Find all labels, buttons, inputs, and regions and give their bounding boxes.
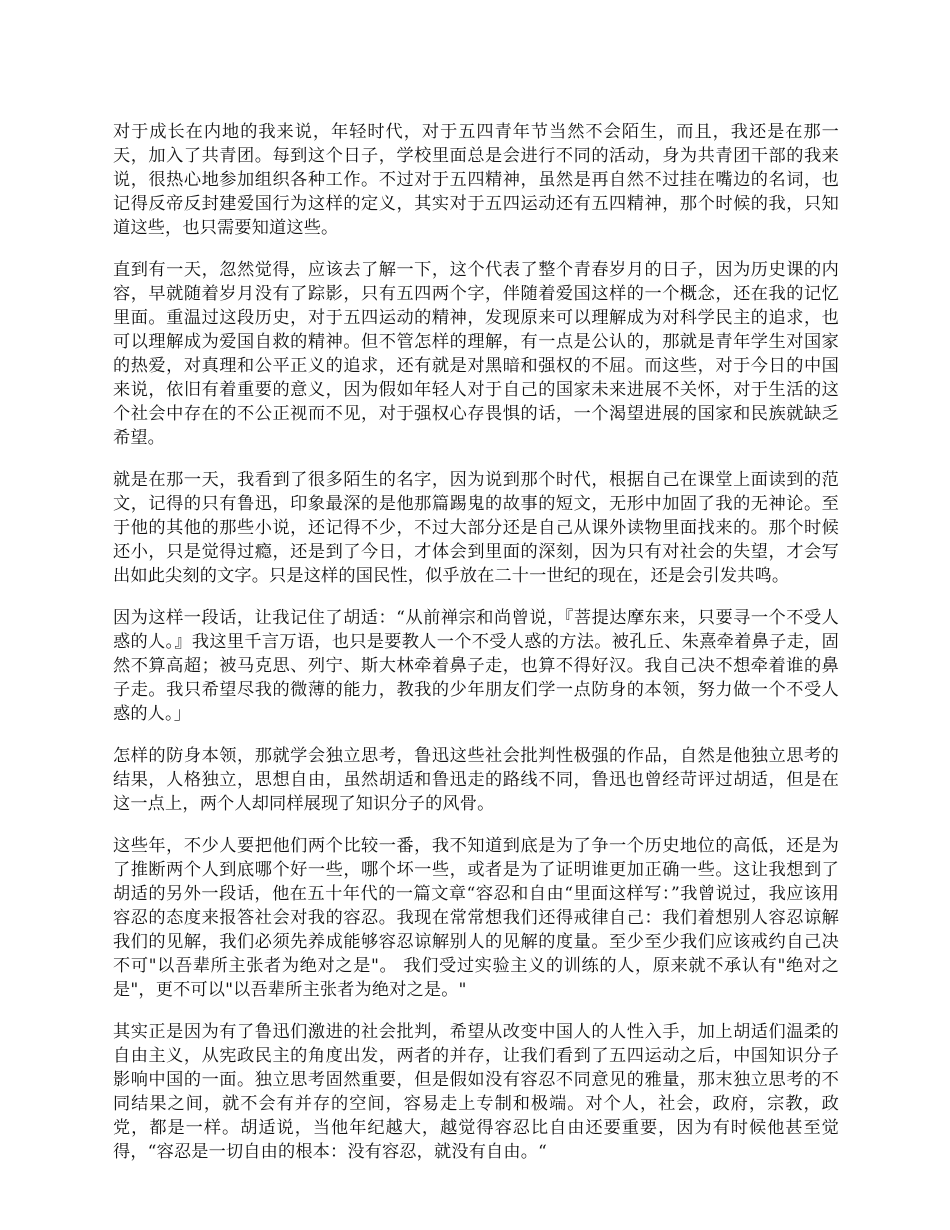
paragraph-6: 这些年，不少人要把他们两个比较一番，我不知道到底是为了争一个历史地位的高低，还是为了推断两个人到底哪个好一些，哪个坏一些，或者是为了证明谁更加正确一些。这让我想到了胡适的另外一段话，他在五十年代的一篇文章“容忍和自由“里面这样写：”我曾说过，我应该用容忍的态度来报答社会对我的容忍。我现在常常想我们还得戒律自己：我们着想别人容忍谅解我们的见解，我们必须先养成能够容忍谅解别人的见解的度量。至少至少我们应该戒约自己决不可"以吾辈所主张者为绝对之是"。 我们受过实验主义的训练的人，原来就不承认有"绝对之是"，更不可以"以吾辈所主张者为绝对之是。" xyxy=(113,836,839,1000)
paragraph-4: 因为这样一段话，让我记住了胡适：“从前禅宗和尚曾说，『菩提达摩东来，只要寻一个不受人惑的人。』我这里千言万语，也只是要教人一个不受人惑的方法。被孔丘、朱熹牵着鼻子走，固然不算高超；被马克思、列宁、斯大林牵着鼻子走，也算不得好汉。我自己决不想牵着谁的鼻子走。我只希望尽我的微薄的能力，教我的少年朋友们学一点防身的本领，努力做一个不受人惑的人。」 xyxy=(113,608,839,724)
paragraph-7: 其实正是因为有了鲁迅们激进的社会批判，希望从改变中国人的人性入手，加上胡适们温柔的自由主义，从宪政民主的角度出发，两者的并存，让我们看到了五四运动之后，中国知识分子影响中国的一面。独立思考固然重要，但是假如没有容忍不同意见的雅量，那末独立思考的不同结果之间，就不会有并存的空间，容易走上专制和极端。对个人，社会，政府，宗教，政党，都是一样。胡适说，当他年纪越大，越觉得容忍比自由还要重要，因为有时候他甚至觉得，“容忍是一切自由的根本：没有容忍，就没有自由。“ xyxy=(113,1022,839,1162)
document-body xyxy=(113,120,839,1182)
paragraph-5: 怎样的防身本领，那就学会独立思考，鲁迅这些社会批判性极强的作品，自然是他独立思考的结果，人格独立，思想自由，虽然胡适和鲁迅走的路线不同，鲁迅也曾经苛评过胡适，但是在这一点上，两个人却同样展现了知识分子的风骨。 xyxy=(113,746,839,814)
paragraph-1: 对于成长在内地的我来说，年轻时代，对于五四青年节当然不会陌生，而且，我还是在那一天，加入了共青团。每到这个日子，学校里面总是会进行不同的活动，身为共青团干部的我来说，很热心地参加组织各种工作。不过对于五四精神，虽然是再自然不过挂在嘴边的名词，也记得反帝反封建爱国行为这样的定义，其实对于五四运动还有五四精神，那个时候的我，只知道这些，也只需要知道这些。 xyxy=(113,122,839,238)
paragraph-3: 就是在那一天，我看到了很多陌生的名字，因为说到那个时代，根据自己在课堂上面读到的范文，记得的只有鲁迅，印象最深的是他那篇踢鬼的故事的短文，无形中加固了我的无神论。至于他的其他的那些小说，还记得不少，不过大部分还是自己从课外读物里面找来的。那个时候还小，只是觉得过瘾，还是到了今日，才体会到里面的深刻，因为只有对社会的失望，才会写出如此尖刻的文字。只是这样的国民性，似乎放在二十一世纪的现在，还是会引发共鸣。 xyxy=(113,470,839,586)
paragraph-2: 直到有一天，忽然觉得，应该去了解一下，这个代表了整个青春岁月的日子，因为历史课的内容，早就随着岁月没有了踪影，只有五四两个字，伴随着爱国这样的一个概念，还在我的记忆里面。重温过这段历史，对于五四运动的精神，发现原来可以理解成为对科学民主的追求，也可以理解成为爱国自救的精神。但不管怎样的理解，有一点是公认的，那就是青年学生对国家的热爱，对真理和公平正义的追求，还有就是对黑暗和强权的不屈。而这些，对于今日的中国来说，依旧有着重要的意义，因为假如年轻人对于自己的国家未来进展不关怀，对于生活的这个社会中存在的不公正视而不见，对于强权心存畏惧的话，一个渴望进展的国家和民族就缺乏希望。 xyxy=(113,260,839,448)
